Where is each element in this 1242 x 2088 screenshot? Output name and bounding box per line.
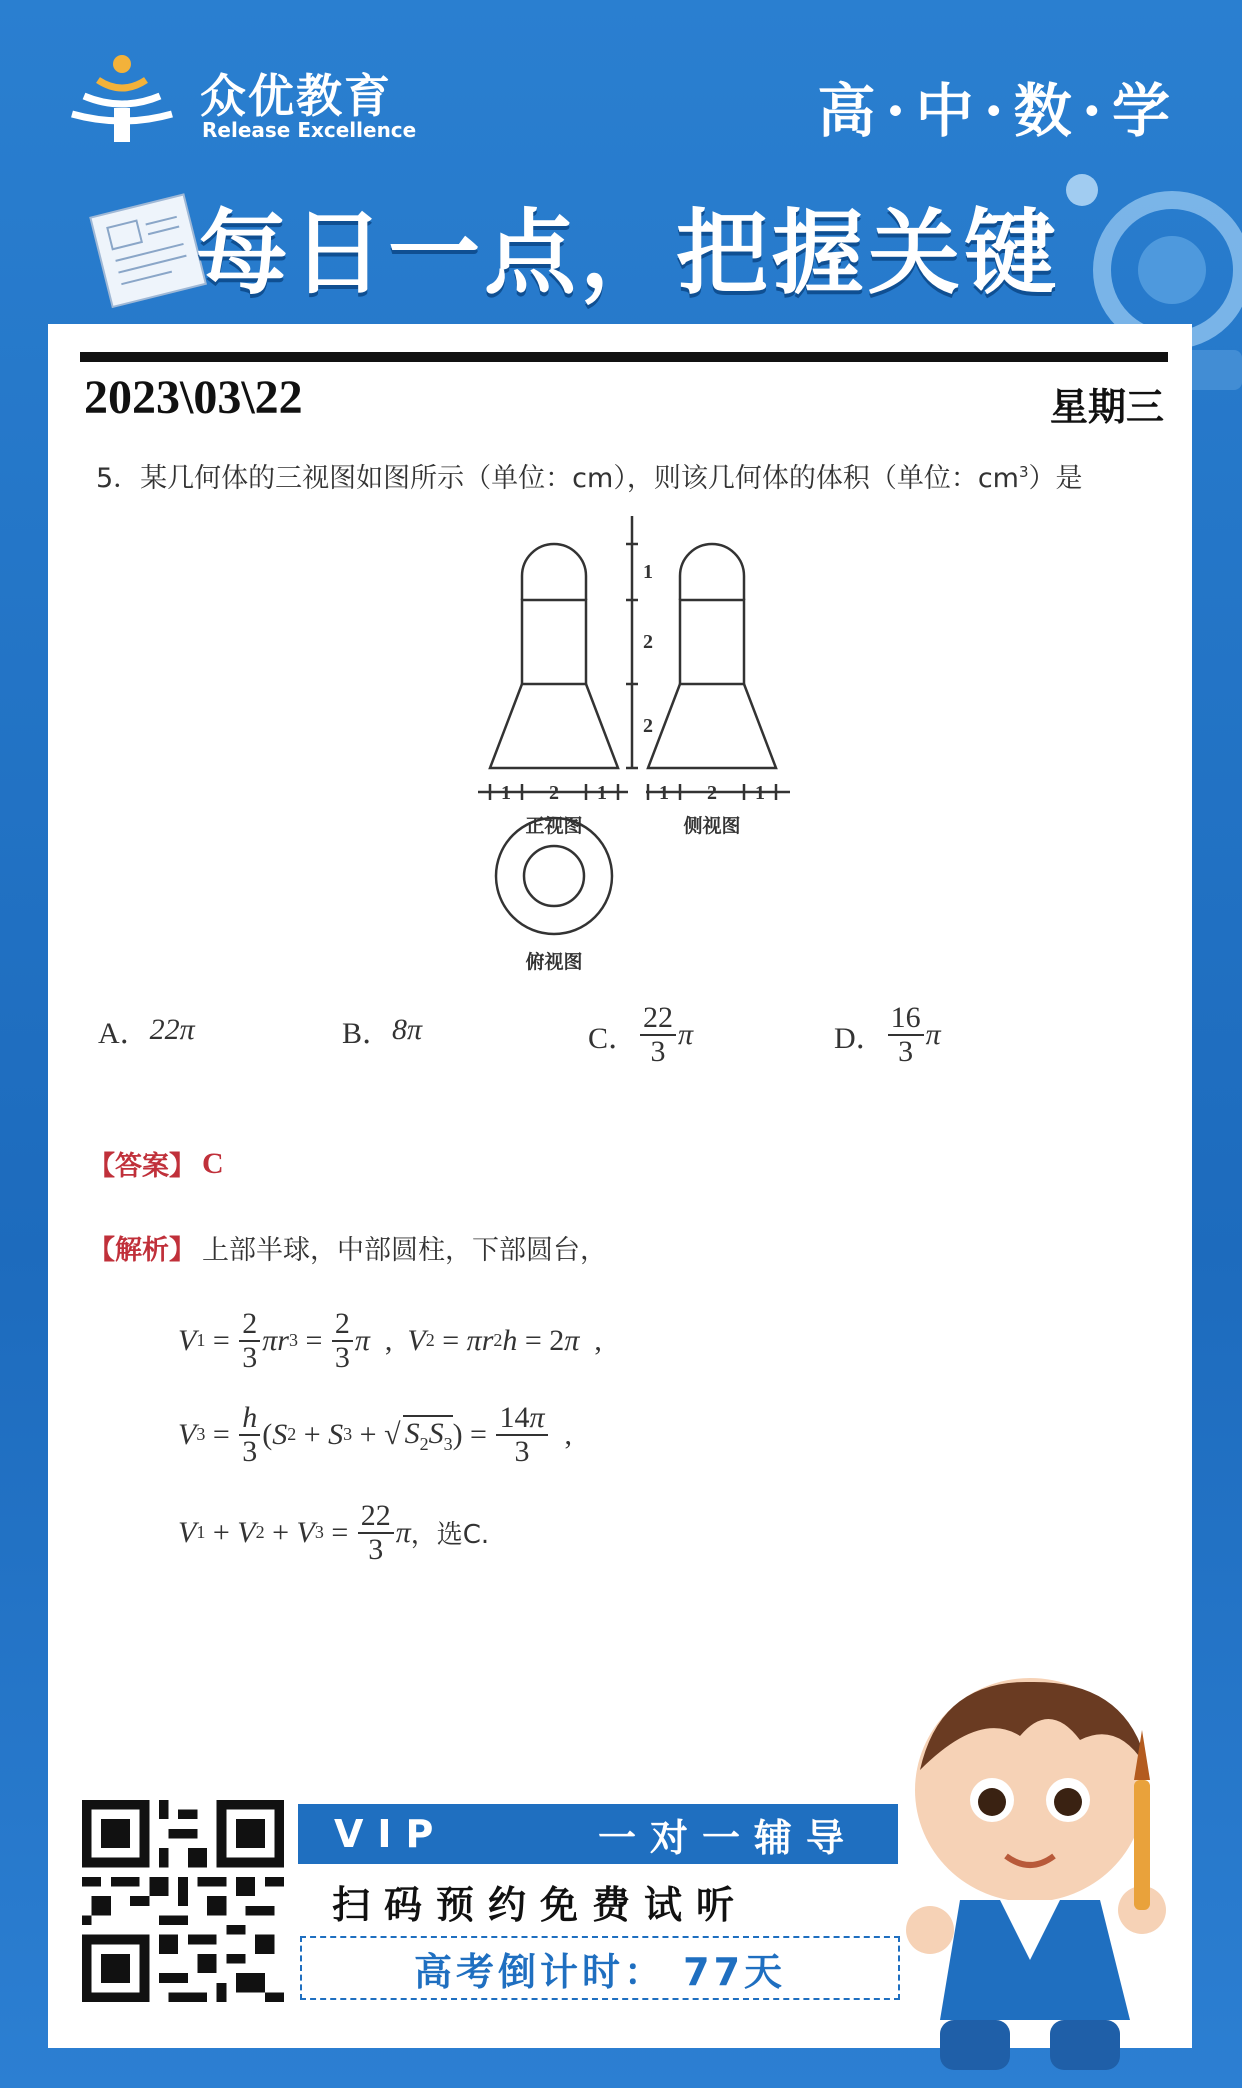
option-d-letter: D． (834, 1021, 886, 1055)
option-c-den: 3 (650, 1034, 666, 1068)
question-stem-prefix: 5．某几何体的三视图如图所示（单位：cm），则该几何体的体积（单位：cm (96, 463, 1019, 494)
front-view-cylinder (522, 600, 586, 684)
dim-v-2: 2 (643, 631, 653, 653)
three-view-figure (478, 516, 878, 986)
question-stem-suffix: ）是 (1028, 463, 1083, 494)
option-c-letter: C． (588, 1021, 639, 1055)
question-stem-sup: 3 (1018, 463, 1029, 481)
subject-title: 高·中·数·学 (817, 77, 1180, 145)
vip-label: VIP (334, 1812, 448, 1856)
option-d-num: 16 (888, 1002, 924, 1036)
side-view-cylinder (680, 600, 744, 684)
dim-h-side-1: 1 (659, 782, 669, 804)
dim-v-1: 1 (643, 561, 653, 583)
side-view-frustum (648, 684, 776, 768)
date: 2023\03\22 (84, 371, 303, 424)
formula-3: V 1 + V 2 + V 3 = $\frac{22}{3}$ π ，选C. (178, 1499, 490, 1566)
dim-h-side-2: 2 (707, 782, 717, 804)
qr-code[interactable] (82, 1800, 284, 2002)
option-a[interactable] (98, 1008, 195, 1052)
option-d-tail: π (925, 1017, 941, 1051)
dim-h-front-2: 2 (549, 782, 559, 804)
front-view-frustum (490, 684, 618, 768)
formula-2: V 3 = $\frac{h}{3}$ ( S 2 + S 3 + √ $S_2S_3$ ) = $\frac{14\pi}{3}$ , (178, 1401, 573, 1468)
option-c-num: 22 (640, 1002, 676, 1036)
label-front-view: 正视图 (525, 815, 583, 837)
slogan: 每日一点，把握关键 (196, 200, 1061, 307)
front-view-hemisphere (522, 544, 586, 600)
brand-name-en: Release Excellence (202, 118, 417, 142)
side-view-hemisphere (680, 544, 744, 600)
analysis-row (88, 1228, 607, 1267)
option-d[interactable] (834, 1002, 941, 1067)
vip-banner[interactable] (298, 1804, 898, 1864)
top-rule (80, 352, 1168, 362)
option-b-letter: B． (342, 1017, 393, 1050)
tutoring-label: 一对一辅导 (597, 1815, 858, 1860)
option-b-text: 8π (392, 1013, 423, 1046)
answer-value: C (202, 1146, 224, 1180)
top-view-inner-circle (524, 846, 584, 906)
option-d-fraction (888, 1002, 924, 1067)
dim-h-front-3: 1 (597, 782, 607, 804)
option-a-text: 22π (149, 1013, 195, 1046)
mascot-boy-icon (880, 1660, 1200, 2080)
exam-countdown: 高考倒计时： 77天 (300, 1936, 900, 2000)
dim-v-3: 2 (643, 715, 653, 737)
option-c-fraction (640, 1002, 676, 1067)
analysis-text: 上部半球，中部圆柱，下部圆台， (202, 1235, 607, 1266)
option-d-den: 3 (898, 1034, 914, 1068)
brand-logo (64, 52, 424, 152)
formula-3-tail: ，选C. (410, 1520, 490, 1550)
answer-label: 【答案】 (88, 1151, 196, 1182)
option-c[interactable] (588, 1002, 693, 1067)
dim-h-side-3: 1 (755, 782, 765, 804)
dim-h-front-1: 1 (501, 782, 511, 804)
label-top-view: 俯视图 (525, 951, 583, 973)
option-a-letter: A． (98, 1017, 150, 1050)
weekday: 星期三 (1049, 384, 1164, 429)
label-side-view: 侧视图 (683, 815, 741, 837)
answer-row (88, 1144, 224, 1183)
option-b[interactable] (342, 1008, 422, 1052)
brand-name-cn: 众优教育 (200, 69, 392, 123)
formula-1: V 1 = $\frac{2}{3}$ πr 3 = $\frac{2}{3}$ π , V 2 = πr 2 h = 2 π , (178, 1307, 602, 1374)
brand-emblem-icon (64, 52, 184, 148)
scan-prompt: 扫码预约免费试听 (332, 1883, 749, 1927)
option-c-tail: π (678, 1017, 694, 1051)
analysis-label: 【解析】 (88, 1235, 196, 1266)
question-stem (96, 456, 1083, 495)
